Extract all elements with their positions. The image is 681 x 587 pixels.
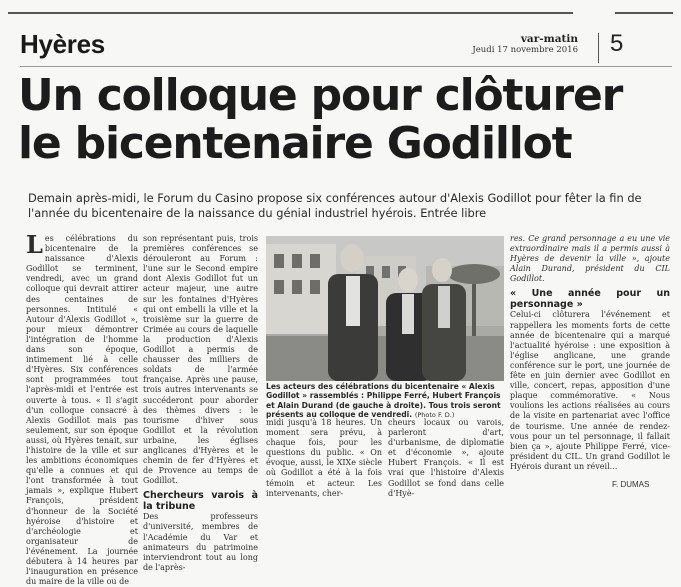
column-2-text: son représentant puis, trois premières conférences se dérouleront au Forum : l'une sur le Second empire dont Alexis Godillot fut un acteur majeur, une autre sur les fontaines d'Hyères qui ont embelli la ville et la troisième sur la guerre de Crimée au cours de laquelle la production d'Alexis Godillot a permis de chausser des milliers de soldats de l'armée française. Après une pause, trois autres intervenants se succéderont pour aborder des thèmes divers : le tourisme d'hiver sous Godillot et la révolution urbaine, les églises anglicanes d'Hyères et le chemin de fer d'Hyères et de Provence au temps de Godillot. [143, 234, 258, 486]
article-column-4 [388, 410, 504, 507]
publication-date: Jeudi 17 novembre 2016 [472, 45, 578, 55]
article-column-1 [26, 230, 138, 587]
article-photo [266, 236, 504, 381]
top-rule [8, 12, 573, 14]
column-5-text: res. Ce grand personnage a eu une vie extraordinaire mais il a permis aussi à Hyères de devenir la ville », ajoute Alain Durand, président du CIL Godillot. [510, 234, 670, 284]
column-1-text: es célébrations du bicentenaire de la naissance d'Alexis Godillot se terminent, vendredi, avec un grand colloque qui devrait attirer des centaines de personnes. Intitulé « Autour d'Alexis Godillot », pour mieux démontrer l'intégration de l'homme dans son époque, intimement lié à celle d'Hyères. Six conférences sont programmées tout l'après-midi et l'entrée est ouverte à tous. « Il s'agit d'un colloque consacré à Alexis Godillot mais pas seulement, sur son époque aussi, où Hyères tenait, sur l'histoire de la ville et sur les ambitions économiques qu'elle a connues et qui l'ont transformée à tout jamais », explique Hubert François, président d'honneur de la Société hyéroise d'histoire et d'archéologie et organisateur de l'événement. La journée débutera à 14 heures par l'inauguration en présence du maire de la ville ou de [26, 234, 138, 587]
headline [18, 72, 668, 168]
article-column-2 [143, 234, 258, 573]
section-title: Hyères [20, 29, 105, 59]
publication-block [468, 33, 578, 55]
subheading-annee: « Une année pour un personnage » [510, 288, 670, 311]
caption-text: Les acteurs des célébrations du bicentenaire « Alexis Godillot » rassemblés : Philippe Ferré, Hubert François et Alain Durand (de gauche à droite). Tous trois seront présents au colloque de vendredi. [266, 382, 501, 420]
drop-cap: L [26, 230, 43, 259]
photo-illustration [266, 236, 504, 381]
article-column-3 [266, 410, 382, 507]
page-number: 5 [610, 30, 624, 57]
subheading-chercheurs: Chercheurs varois à la tribune [143, 490, 258, 513]
section-rule [20, 66, 672, 67]
top-rule-right [615, 12, 673, 14]
author-signature: F. DUMAS [612, 480, 650, 489]
column-5-text-2: Celui-ci clôturera l'événement et rappellera les moments forts de cette année de bicentenaire qui a marqué l'actualité hyéroise : une exposition à l'église anglicane, une grande conférence sur le port, une journée de fête en juin dernier avec Godillot en ville, concert, repas, apposition d'une plaque commémorative. « Nous voulions les actions réalisées au cours de la visite en partenariat avec l'office de tourisme. Une année de rendez-vous pour un tel personnage, il fallait bien ça », ajoute Philippe Ferré, vice-président du CIL. Un grand Godillot le Hyérois durant un réveil... [510, 310, 670, 471]
photo-credit: (Photo F. D.) [414, 411, 455, 420]
column-4-text: cheurs locaux ou varois, parleront d'art, d'urbanisme, de diplomatie et d'économie », ajoute Hubert François. « Il est vrai que l'histoire d'Alexis Godillot se fond dans celle d'Hyè- [388, 418, 504, 498]
article-lead: Demain après-midi, le Forum du Casino propose six conférences autour d'Alexis Godillot pour fêter la fin de l'année du bicentenaire de la naissance du génial industriel hyérois. Entrée libre [28, 191, 642, 220]
masthead-divider [598, 33, 599, 63]
headline-line-2: le bicentenaire Godillot [18, 118, 572, 169]
column-3-text: midi jusqu'à 18 heures. Un moment sera prévu, à chaque fois, pour les questions du public. « On évoque, aussi, le XIXe siècle où Godillot a été à la fois témoin et acteur. Les intervenants, cher- [266, 418, 382, 498]
publication-name: var-matin [520, 33, 578, 45]
headline-line-1: Un colloque pour clôturer [18, 70, 623, 121]
column-2-text-2: Des professeurs d'université, membres de l'Académie du Var et animateurs du patrimoine interviendront tout au long de l'après- [143, 512, 258, 572]
article-column-5 [510, 234, 670, 472]
